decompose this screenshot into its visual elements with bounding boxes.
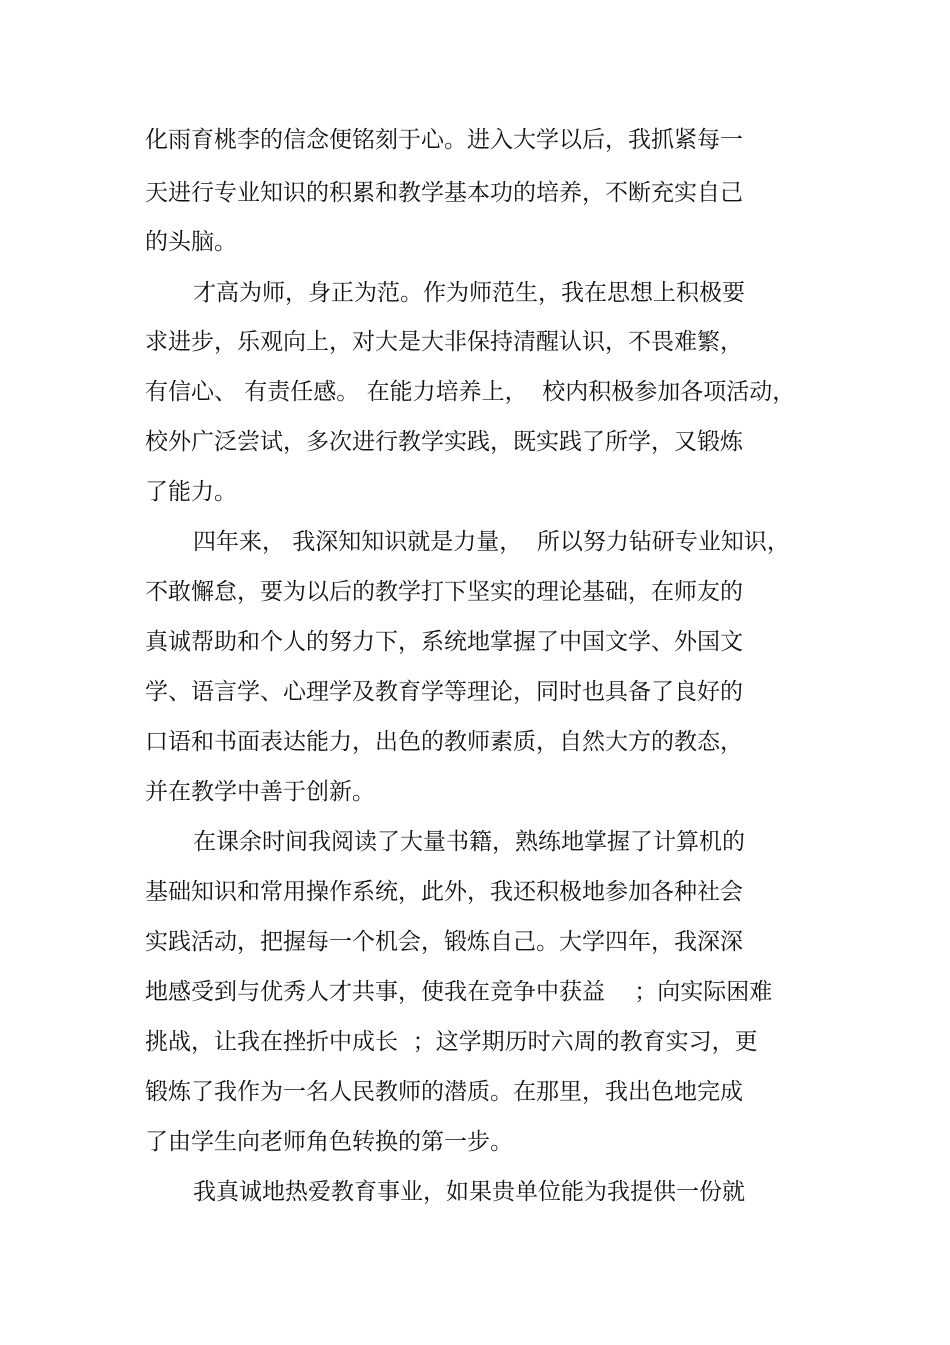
text-line: 化雨育桃李的信念便铭刻于心。进入大学以后，我抓紧每一 (145, 127, 743, 153)
text-line: 校外广泛尝试，多次进行教学实践，既实践了所学，又锻炼 (145, 429, 743, 455)
text-line: 学、语言学、心理学及教育学等理论，同时也具备了良好的 (145, 679, 743, 705)
text-line: 不敢懈怠，要为以后的教学打下坚实的理论基础，在师友的 (145, 579, 743, 605)
text-line: 地感受到与优秀人才共事，使我在竞争中获益 ；向实际困难 (145, 979, 773, 1005)
text-line: 口语和书面表达能力，出色的教师素质，自然大方的教态， (145, 729, 743, 755)
paragraph-start-line: 四年来， 我深知知识就是力量， 所以努力钻研专业知识， (193, 529, 790, 555)
paragraph-start-line: 才高为师，身正为范。作为师范生，我在思想上积极要 (193, 280, 745, 306)
text-line: 实践活动，把握每一个机会，锻炼自己。大学四年，我深深 (145, 929, 743, 955)
paragraph-start-line: 在课余时间我阅读了大量书籍，熟练地掌握了计算机的 (193, 829, 745, 855)
text-line: 锻炼了我作为一名人民教师的潜质。在那里，我出色地完成 (145, 1079, 743, 1105)
text-line: 挑战，让我在挫折中成长 ；这学期历时六周的教育实习，更 (145, 1029, 758, 1055)
text-line: 并在教学中善于创新。 (145, 779, 375, 805)
text-line: 求进步，乐观向上，对大是大非保持清醒认识，不畏难繁， (145, 329, 743, 355)
paragraph-start-line: 我真诚地热爱教育事业，如果贵单位能为我提供一份就 (193, 1179, 745, 1205)
text-line: 天进行专业知识的积累和教学基本功的培养，不断充实自己 (145, 180, 743, 206)
text-line: 真诚帮助和个人的努力下，系统地掌握了中国文学、外国文 (145, 629, 743, 655)
text-line: 有信心、 有责任感。 在能力培养上， 校内积极参加各项活动， (145, 379, 796, 405)
text-line: 了能力。 (145, 479, 237, 505)
text-line: 了由学生向老师角色转换的第一步。 (145, 1129, 513, 1155)
text-line: 的头脑。 (145, 229, 237, 255)
text-line: 基础知识和常用操作系统，此外，我还积极地参加各种社会 (145, 879, 743, 905)
